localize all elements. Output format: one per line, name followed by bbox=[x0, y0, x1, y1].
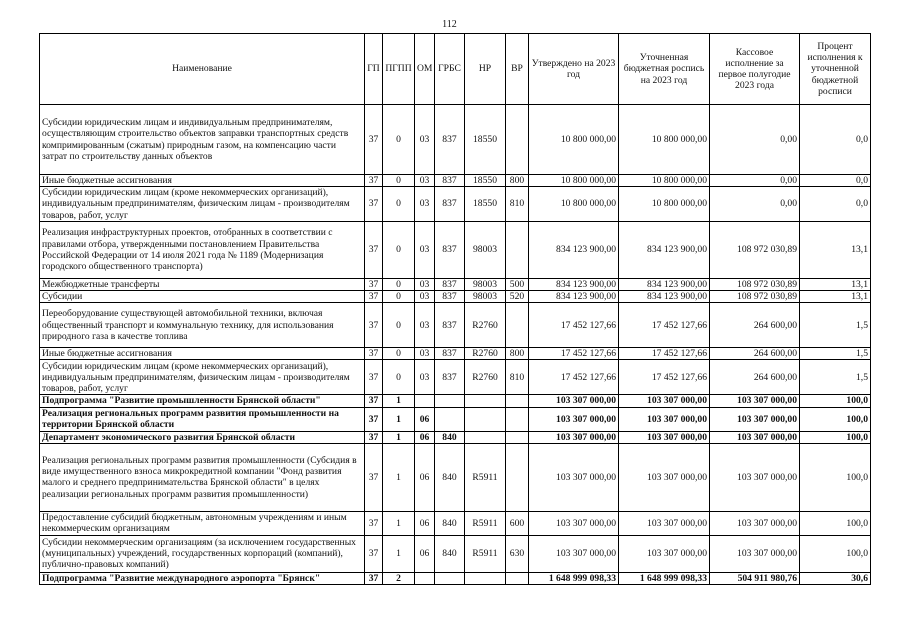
cell-refined: 103 307 000,00 bbox=[619, 535, 710, 572]
cell-cash: 108 972 030,89 bbox=[710, 291, 800, 303]
table-row bbox=[40, 535, 871, 572]
cell-gp: 37 bbox=[365, 407, 383, 431]
cell-refined: 1 648 999 098,33 bbox=[619, 572, 710, 584]
cell-om: 03 bbox=[415, 278, 435, 290]
cell-percent: 100,0 bbox=[800, 395, 871, 407]
cell-grbs: 837 bbox=[435, 360, 465, 395]
cell-vr bbox=[506, 431, 529, 443]
cell-cash: 103 307 000,00 bbox=[710, 511, 800, 535]
cell-refined: 103 307 000,00 bbox=[619, 443, 710, 511]
cell-om: 03 bbox=[415, 291, 435, 303]
cell-approved: 103 307 000,00 bbox=[529, 395, 619, 407]
cell-approved: 17 452 127,66 bbox=[529, 360, 619, 395]
cell-om: 03 bbox=[415, 303, 435, 348]
header-grbs: ГРБС bbox=[435, 34, 465, 105]
cell-gp: 37 bbox=[365, 572, 383, 584]
cell-grbs: 837 bbox=[435, 348, 465, 360]
cell-vr: 630 bbox=[506, 535, 529, 572]
cell-refined: 103 307 000,00 bbox=[619, 395, 710, 407]
cell-name: Иные бюджетные ассигнования bbox=[40, 175, 365, 187]
cell-percent: 0,0 bbox=[800, 105, 871, 175]
cell-refined: 834 123 900,00 bbox=[619, 221, 710, 278]
cell-ppgp: 1 bbox=[383, 395, 415, 407]
cell-grbs: 837 bbox=[435, 291, 465, 303]
cell-np: R5911 bbox=[465, 443, 506, 511]
cell-percent: 100,0 bbox=[800, 431, 871, 443]
cell-name: Субсидии bbox=[40, 291, 365, 303]
cell-name: Межбюджетные трансферты bbox=[40, 278, 365, 290]
cell-gp: 37 bbox=[365, 360, 383, 395]
cell-np bbox=[465, 407, 506, 431]
table-row bbox=[40, 407, 871, 431]
cell-percent: 0,0 bbox=[800, 175, 871, 187]
cell-ppgp: 1 bbox=[383, 443, 415, 511]
cell-om: 03 bbox=[415, 105, 435, 175]
cell-om: 03 bbox=[415, 175, 435, 187]
cell-grbs bbox=[435, 407, 465, 431]
cell-percent: 1,5 bbox=[800, 360, 871, 395]
table-row bbox=[40, 511, 871, 535]
cell-om: 06 bbox=[415, 431, 435, 443]
cell-percent: 30,6 bbox=[800, 572, 871, 584]
cell-grbs bbox=[435, 395, 465, 407]
cell-np bbox=[465, 431, 506, 443]
cell-approved: 103 307 000,00 bbox=[529, 407, 619, 431]
cell-om: 06 bbox=[415, 443, 435, 511]
cell-vr bbox=[506, 221, 529, 278]
cell-name: Субсидии юридическим лицам (кроме некоммерческих организаций), индивидуальным предпринимателям, физическим лицам - производителям товаров, работ, услуг bbox=[40, 360, 365, 395]
cell-gp: 37 bbox=[365, 303, 383, 348]
cell-name: Подпрограмма "Развитие промышленности Брянской области" bbox=[40, 395, 365, 407]
cell-cash: 264 600,00 bbox=[710, 348, 800, 360]
header-approved: Утверждено на 2023 год bbox=[529, 34, 619, 105]
cell-percent: 1,5 bbox=[800, 348, 871, 360]
cell-grbs: 837 bbox=[435, 187, 465, 222]
budget-table bbox=[39, 33, 871, 585]
cell-grbs: 840 bbox=[435, 431, 465, 443]
cell-cash: 108 972 030,89 bbox=[710, 221, 800, 278]
cell-om: 06 bbox=[415, 511, 435, 535]
cell-np: 98003 bbox=[465, 221, 506, 278]
cell-ppgp: 0 bbox=[383, 348, 415, 360]
cell-vr bbox=[506, 303, 529, 348]
cell-refined: 10 800 000,00 bbox=[619, 187, 710, 222]
cell-cash: 264 600,00 bbox=[710, 303, 800, 348]
header-percent: Процент исполнения к уточненной бюджетной росписи bbox=[800, 34, 871, 105]
cell-vr: 520 bbox=[506, 291, 529, 303]
cell-gp: 37 bbox=[365, 291, 383, 303]
cell-gp: 37 bbox=[365, 348, 383, 360]
cell-np: R2760 bbox=[465, 348, 506, 360]
cell-vr: 800 bbox=[506, 348, 529, 360]
cell-name: Подпрограмма "Развитие международного аэропорта "Брянск" bbox=[40, 572, 365, 584]
cell-ppgp: 2 bbox=[383, 572, 415, 584]
cell-grbs: 837 bbox=[435, 303, 465, 348]
cell-grbs: 840 bbox=[435, 443, 465, 511]
cell-np: R2760 bbox=[465, 360, 506, 395]
cell-gp: 37 bbox=[365, 278, 383, 290]
cell-cash: 103 307 000,00 bbox=[710, 431, 800, 443]
table-row bbox=[40, 431, 871, 443]
header-row bbox=[40, 34, 871, 105]
cell-gp: 37 bbox=[365, 395, 383, 407]
cell-cash: 264 600,00 bbox=[710, 360, 800, 395]
header-name: Наименование bbox=[40, 34, 365, 105]
cell-name: Реализация инфраструктурных проектов, отобранных в соответствии с правилами отбора, утвержденными постановлением Правительства Российской Федерации от 14 июля 2021 года № 1189 (Модернизация городского общественного транспорта) bbox=[40, 221, 365, 278]
cell-vr: 800 bbox=[506, 175, 529, 187]
cell-ppgp: 1 bbox=[383, 535, 415, 572]
cell-name: Реализация региональных программ развития промышленности на территории Брянской области bbox=[40, 407, 365, 431]
cell-vr bbox=[506, 395, 529, 407]
table-row bbox=[40, 572, 871, 584]
cell-cash: 103 307 000,00 bbox=[710, 443, 800, 511]
cell-name: Субсидии юридическим лицам и индивидуальным предпринимателям, осуществляющим строительство объектов заправки транспортных средств компримированным (сжатым) природным газом, на компенсацию части затрат по строительству данных объектов bbox=[40, 105, 365, 175]
cell-approved: 10 800 000,00 bbox=[529, 105, 619, 175]
cell-np bbox=[465, 395, 506, 407]
cell-approved: 17 452 127,66 bbox=[529, 303, 619, 348]
cell-np: R5911 bbox=[465, 511, 506, 535]
cell-cash: 108 972 030,89 bbox=[710, 278, 800, 290]
cell-gp: 37 bbox=[365, 511, 383, 535]
cell-refined: 103 307 000,00 bbox=[619, 431, 710, 443]
cell-percent: 13,1 bbox=[800, 291, 871, 303]
cell-name: Реализация региональных программ развития промышленности (Субсидия в виде имущественного взноса микрокредитной компании "Фонд развития малого и среднего предпринимательства Брянской области" в целях реализации региональных программ развития промышленности) bbox=[40, 443, 365, 511]
cell-refined: 834 123 900,00 bbox=[619, 291, 710, 303]
cell-refined: 10 800 000,00 bbox=[619, 175, 710, 187]
cell-om: 03 bbox=[415, 187, 435, 222]
cell-approved: 103 307 000,00 bbox=[529, 511, 619, 535]
table-row bbox=[40, 443, 871, 511]
cell-ppgp: 1 bbox=[383, 431, 415, 443]
cell-name: Предоставление субсидий бюджетным, автономным учреждениям и иным некоммерческим организациям bbox=[40, 511, 365, 535]
cell-approved: 834 123 900,00 bbox=[529, 221, 619, 278]
cell-refined: 17 452 127,66 bbox=[619, 360, 710, 395]
table-row bbox=[40, 221, 871, 278]
cell-gp: 37 bbox=[365, 105, 383, 175]
cell-vr: 600 bbox=[506, 511, 529, 535]
cell-name: Департамент экономического развития Брянской области bbox=[40, 431, 365, 443]
cell-approved: 1 648 999 098,33 bbox=[529, 572, 619, 584]
cell-refined: 834 123 900,00 bbox=[619, 278, 710, 290]
cell-name: Субсидии некоммерческим организациям (за исключением государственных (муниципальных) учреждений, государственных корпораций (компаний), публично-правовых компаний) bbox=[40, 535, 365, 572]
cell-ppgp: 1 bbox=[383, 511, 415, 535]
table-row bbox=[40, 395, 871, 407]
table-row bbox=[40, 303, 871, 348]
cell-percent: 0,0 bbox=[800, 187, 871, 222]
table-row bbox=[40, 105, 871, 175]
cell-grbs: 840 bbox=[435, 511, 465, 535]
cell-gp: 37 bbox=[365, 535, 383, 572]
cell-om: 06 bbox=[415, 407, 435, 431]
cell-approved: 103 307 000,00 bbox=[529, 431, 619, 443]
cell-approved: 10 800 000,00 bbox=[529, 187, 619, 222]
cell-ppgp: 0 bbox=[383, 278, 415, 290]
cell-approved: 10 800 000,00 bbox=[529, 175, 619, 187]
cell-np: 98003 bbox=[465, 278, 506, 290]
table-row bbox=[40, 360, 871, 395]
cell-percent: 13,1 bbox=[800, 221, 871, 278]
header-np: НР bbox=[465, 34, 506, 105]
cell-np: 18550 bbox=[465, 187, 506, 222]
header-cash: Кассовое исполнение за первое полугодие 2023 года bbox=[710, 34, 800, 105]
cell-cash: 103 307 000,00 bbox=[710, 407, 800, 431]
cell-gp: 37 bbox=[365, 175, 383, 187]
cell-ppgp: 0 bbox=[383, 105, 415, 175]
cell-percent: 100,0 bbox=[800, 407, 871, 431]
cell-cash: 0,00 bbox=[710, 175, 800, 187]
page-number: 112 bbox=[442, 19, 457, 30]
table-row bbox=[40, 348, 871, 360]
cell-grbs bbox=[435, 572, 465, 584]
cell-ppgp: 1 bbox=[383, 407, 415, 431]
cell-om: 06 bbox=[415, 535, 435, 572]
cell-np: R5911 bbox=[465, 535, 506, 572]
cell-om bbox=[415, 395, 435, 407]
cell-name: Переоборудование существующей автомобильной техники, включая общественный транспорт и коммунальную технику, для использования природного газа в качестве топлива bbox=[40, 303, 365, 348]
cell-om bbox=[415, 572, 435, 584]
cell-name: Субсидии юридическим лицам (кроме некоммерческих организаций), индивидуальным предпринимателям, физическим лицам - производителям товаров, работ, услуг bbox=[40, 187, 365, 222]
header-om: ОМ bbox=[415, 34, 435, 105]
cell-gp: 37 bbox=[365, 221, 383, 278]
cell-np: 98003 bbox=[465, 291, 506, 303]
cell-om: 03 bbox=[415, 348, 435, 360]
table-row bbox=[40, 291, 871, 303]
cell-grbs: 837 bbox=[435, 278, 465, 290]
cell-vr: 810 bbox=[506, 187, 529, 222]
cell-gp: 37 bbox=[365, 431, 383, 443]
cell-refined: 10 800 000,00 bbox=[619, 105, 710, 175]
cell-vr bbox=[506, 443, 529, 511]
cell-grbs: 840 bbox=[435, 535, 465, 572]
cell-grbs: 837 bbox=[435, 175, 465, 187]
cell-name: Иные бюджетные ассигнования bbox=[40, 348, 365, 360]
cell-cash: 103 307 000,00 bbox=[710, 395, 800, 407]
cell-vr bbox=[506, 105, 529, 175]
cell-approved: 103 307 000,00 bbox=[529, 443, 619, 511]
cell-grbs: 837 bbox=[435, 221, 465, 278]
header-gp: ГП bbox=[365, 34, 383, 105]
cell-cash: 0,00 bbox=[710, 105, 800, 175]
cell-vr bbox=[506, 572, 529, 584]
cell-ppgp: 0 bbox=[383, 303, 415, 348]
cell-approved: 834 123 900,00 bbox=[529, 278, 619, 290]
cell-refined: 103 307 000,00 bbox=[619, 407, 710, 431]
cell-percent: 1,5 bbox=[800, 303, 871, 348]
cell-np: R2760 bbox=[465, 303, 506, 348]
cell-ppgp: 0 bbox=[383, 360, 415, 395]
cell-ppgp: 0 bbox=[383, 187, 415, 222]
cell-np: 18550 bbox=[465, 175, 506, 187]
cell-cash: 504 911 980,76 bbox=[710, 572, 800, 584]
cell-vr bbox=[506, 407, 529, 431]
cell-percent: 100,0 bbox=[800, 443, 871, 511]
header-vr: ВР bbox=[506, 34, 529, 105]
cell-approved: 103 307 000,00 bbox=[529, 535, 619, 572]
cell-ppgp: 0 bbox=[383, 221, 415, 278]
cell-percent: 100,0 bbox=[800, 511, 871, 535]
cell-grbs: 837 bbox=[435, 105, 465, 175]
cell-np: 18550 bbox=[465, 105, 506, 175]
cell-vr: 810 bbox=[506, 360, 529, 395]
cell-cash: 103 307 000,00 bbox=[710, 535, 800, 572]
table-row bbox=[40, 187, 871, 222]
table-row bbox=[40, 278, 871, 290]
cell-cash: 0,00 bbox=[710, 187, 800, 222]
cell-refined: 17 452 127,66 bbox=[619, 303, 710, 348]
cell-ppgp: 0 bbox=[383, 291, 415, 303]
cell-approved: 834 123 900,00 bbox=[529, 291, 619, 303]
cell-gp: 37 bbox=[365, 187, 383, 222]
cell-gp: 37 bbox=[365, 443, 383, 511]
table-row bbox=[40, 175, 871, 187]
header-ppgp: ПГПП bbox=[383, 34, 415, 105]
cell-percent: 100,0 bbox=[800, 535, 871, 572]
cell-refined: 103 307 000,00 bbox=[619, 511, 710, 535]
cell-percent: 13,1 bbox=[800, 278, 871, 290]
cell-approved: 17 452 127,66 bbox=[529, 348, 619, 360]
cell-ppgp: 0 bbox=[383, 175, 415, 187]
header-refined: Уточненная бюджетная роспись на 2023 год bbox=[619, 34, 710, 105]
cell-refined: 17 452 127,66 bbox=[619, 348, 710, 360]
cell-om: 03 bbox=[415, 221, 435, 278]
cell-np bbox=[465, 572, 506, 584]
cell-vr: 500 bbox=[506, 278, 529, 290]
cell-om: 03 bbox=[415, 360, 435, 395]
